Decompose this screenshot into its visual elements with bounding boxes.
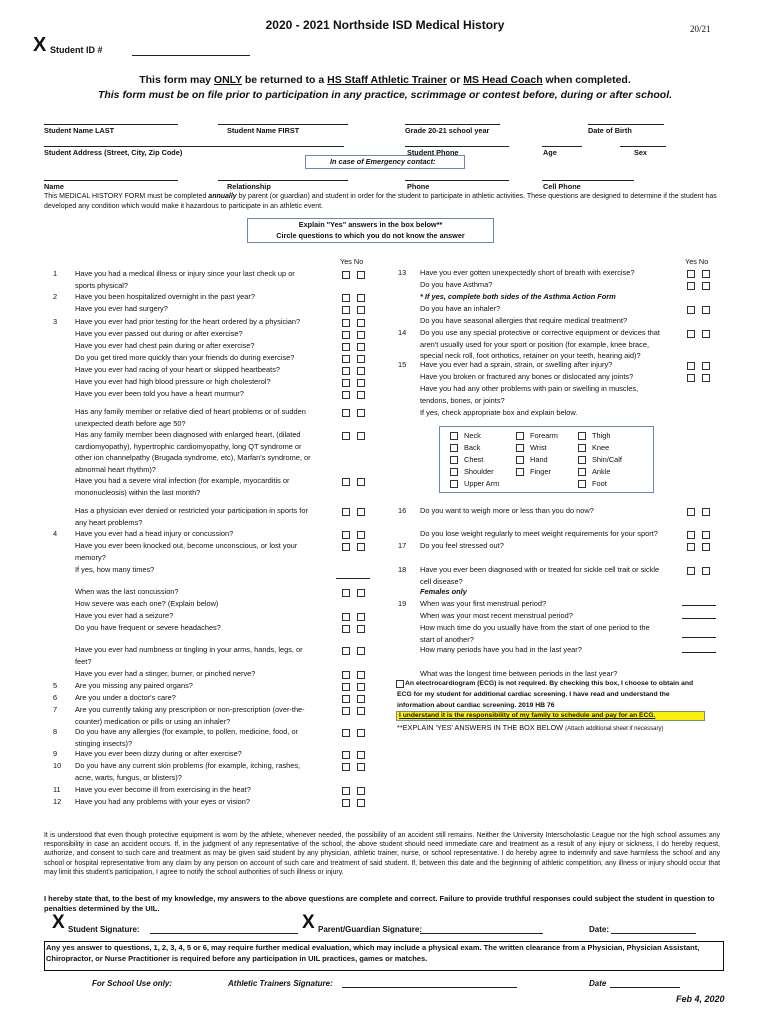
body-part-label: Neck xyxy=(464,431,481,440)
question-text: How much time do you usually have from the start of one period to the xyxy=(420,623,650,632)
question-text: Do you have frequent or severe headaches? xyxy=(75,623,221,632)
question-text: memory? xyxy=(75,552,106,562)
question-text: Do you use any special protective or corrective equipment or devices that xyxy=(420,328,660,337)
question-number: 17 xyxy=(398,541,407,550)
question-text: * If yes, complete both sides of the Asthma Action Form xyxy=(420,292,616,301)
yes-checkbox[interactable] xyxy=(687,508,695,516)
question-text: When was the last concussion? xyxy=(75,587,179,596)
yes-checkbox[interactable] xyxy=(342,343,350,351)
yes-checkbox[interactable] xyxy=(342,331,350,339)
body-part-label: Ankle xyxy=(592,467,611,476)
label-age: Age xyxy=(543,148,557,157)
question-text: If yes, check appropriate box and explain below. xyxy=(420,408,578,417)
question-text: Have you ever gotten unexpectedly short of breath with exercise? xyxy=(420,268,635,277)
question-text: Have you broken or fractured any bones or dislocated any joints? xyxy=(420,372,634,381)
question-text: other ion channelpathy (Brugada syndrome, etc), Marfan's syndrome, or xyxy=(75,453,311,463)
question-text: Has a physician ever denied or restricted your participation in sports for xyxy=(75,506,308,515)
no-checkbox[interactable] xyxy=(702,543,710,551)
yes-checkbox[interactable] xyxy=(342,647,350,655)
no-checkbox[interactable] xyxy=(357,409,365,417)
question-number: 5 xyxy=(53,681,58,690)
school-date-input[interactable] xyxy=(610,987,680,988)
no-checkbox[interactable] xyxy=(702,270,710,278)
question-text: Have you ever had a head injury or concussion? xyxy=(75,529,234,538)
question-number: 16 xyxy=(398,506,407,515)
body-part-checkbox[interactable] xyxy=(450,456,458,464)
label-parent-signature: Parent/Guardian Signature: xyxy=(318,925,423,934)
x-mark-parent: X xyxy=(302,912,315,933)
body-part-label: Upper Arm xyxy=(464,479,500,488)
question-text: stinging insects)? xyxy=(75,738,133,748)
explain-yes-heading: **EXPLAIN 'YES' ANSWERS IN THE BOX BELOW (Attach additional sheet if necessary) xyxy=(397,723,664,732)
label-ec-cell: Cell Phone xyxy=(543,182,581,191)
yes-checkbox[interactable] xyxy=(687,282,695,290)
body-part-checkbox[interactable] xyxy=(450,432,458,440)
question-number: 7 xyxy=(53,705,58,714)
question-number: 1 xyxy=(53,269,58,278)
no-checkbox[interactable] xyxy=(357,707,365,715)
question-text: start of another? xyxy=(420,634,474,644)
question-text: What was the longest time between periods in the last year? xyxy=(420,669,618,678)
ec-relationship-input[interactable] xyxy=(218,180,348,181)
yes-checkbox[interactable] xyxy=(342,729,350,737)
no-checkbox[interactable] xyxy=(357,647,365,655)
question-text: abnormal heart rhythm)? xyxy=(75,464,156,474)
yes-checkbox[interactable] xyxy=(687,543,695,551)
body-part-label: Thigh xyxy=(592,431,611,440)
label-school-date: Date xyxy=(589,979,607,988)
no-checkbox[interactable] xyxy=(357,331,365,339)
question-text: Have you ever passed out during or after exercise? xyxy=(75,329,243,338)
question-text: Have you had any other problems with pain or swelling in muscles, xyxy=(420,384,639,393)
body-part-label: Hand xyxy=(530,455,548,464)
ecg-checkbox[interactable] xyxy=(396,680,404,688)
body-part-label: Chest xyxy=(464,455,484,464)
yes-checkbox[interactable] xyxy=(342,391,350,399)
no-checkbox[interactable] xyxy=(357,271,365,279)
question-text: tendons, bones, or joints? xyxy=(420,395,505,405)
body-part-label: Knee xyxy=(592,443,610,452)
label-student-signature: Student Signature: xyxy=(68,925,140,934)
question-number: 3 xyxy=(53,317,58,326)
label-ec-name: Name xyxy=(44,182,64,191)
question-text: Have you ever had a stinger, burner, or pinched nerve? xyxy=(75,669,256,678)
yes-checkbox[interactable] xyxy=(342,707,350,715)
yes-checkbox[interactable] xyxy=(342,787,350,795)
question-text: Have you had any problems with your eyes or vision? xyxy=(75,797,251,806)
yes-checkbox[interactable] xyxy=(342,671,350,679)
yes-checkbox[interactable] xyxy=(342,306,350,314)
question-text: Do you have an inhaler? xyxy=(420,304,501,313)
question-text: unexpected death before age 50? xyxy=(75,418,186,428)
question-text: Females only xyxy=(420,587,467,596)
question-number: 2 xyxy=(53,292,58,301)
label-address: Student Address (Street, City, Zip Code) xyxy=(44,148,183,157)
yes-checkbox[interactable] xyxy=(342,508,350,516)
yes-checkbox[interactable] xyxy=(342,409,350,417)
question-text: How severe was each one? (Explain below) xyxy=(75,599,219,608)
body-part-checkbox[interactable] xyxy=(450,480,458,488)
yes-checkbox[interactable] xyxy=(687,567,695,575)
yes-checkbox[interactable] xyxy=(687,306,695,314)
question-number: 13 xyxy=(398,268,407,277)
yes-checkbox[interactable] xyxy=(342,379,350,387)
phone-input[interactable] xyxy=(405,146,509,147)
ec-phone-input[interactable] xyxy=(405,180,509,181)
no-checkbox[interactable] xyxy=(702,531,710,539)
question-text: Have you been hospitalized overnight in the past year? xyxy=(75,292,255,301)
yes-checkbox[interactable] xyxy=(687,362,695,370)
question-number: 18 xyxy=(398,565,407,574)
question-text: Have you ever been knocked out, become unconscious, or lost your xyxy=(75,541,298,550)
time-between-input[interactable] xyxy=(682,637,716,638)
yes-checkbox[interactable] xyxy=(342,531,350,539)
no-checkbox[interactable] xyxy=(357,343,365,351)
no-checkbox[interactable] xyxy=(357,391,365,399)
signature-date-input[interactable] xyxy=(611,933,696,934)
return-notice: This form may ONLY be returned to a HS Staff Athletic Trainer or MS Head Coach when completed. xyxy=(139,74,631,86)
ecg-text-3: information about cardiac screening. 2019 HB 76 xyxy=(397,702,555,709)
question-text: Do you lose weight regularly to meet weight requirements for your sport? xyxy=(420,529,658,538)
question-number: 15 xyxy=(398,360,407,369)
question-number: 4 xyxy=(53,529,58,538)
yes-no-header-right: Yes No xyxy=(685,257,709,266)
question-text: cell disease? xyxy=(420,576,463,586)
ecg-text-1: An electrocardiogram (ECG) is not required. By checking this box, I choose to obtain and xyxy=(405,680,694,687)
no-checkbox[interactable] xyxy=(702,508,710,516)
question-number: 10 xyxy=(53,761,62,770)
question-number: 19 xyxy=(398,599,407,608)
intro-text: This MEDICAL HISTORY FORM must be completed annually by parent (or guardian) and student in order for the student to participate in athletic activities. These questions are designed to determine if the student has developed any condition which would make it hazardous to participate in an athletic event. xyxy=(44,193,717,211)
no-checkbox[interactable] xyxy=(357,799,365,807)
body-part-checkbox[interactable] xyxy=(578,432,586,440)
body-part-checkbox[interactable] xyxy=(578,444,586,452)
label-grade: Grade 20-21 school year xyxy=(405,126,490,135)
yes-checkbox[interactable] xyxy=(342,589,350,597)
body-part-label: Foot xyxy=(592,479,607,488)
no-checkbox[interactable] xyxy=(702,306,710,314)
truth-statement: I hereby state that, to the best of my knowledge, my answers to the above questions are complete and correct. Failure to provide truthful responses could subject the student in question to penalties determined by the UIL. xyxy=(44,894,715,914)
question-text: cardiomyopathy), hypertrophic cardiomyopathy, long QT syndrome or xyxy=(75,441,302,451)
grade-input[interactable] xyxy=(405,124,500,125)
question-text: Have you ever become ill from exercising in the heat? xyxy=(75,785,251,794)
explain-line-2: Circle questions to which you do not know the answer xyxy=(276,231,465,240)
parent-signature-input[interactable] xyxy=(420,933,543,934)
body-part-label: Shin/Calf xyxy=(592,455,622,464)
x-mark-student: X xyxy=(52,912,65,933)
no-checkbox[interactable] xyxy=(357,625,365,633)
no-checkbox[interactable] xyxy=(357,751,365,759)
no-checkbox[interactable] xyxy=(702,330,710,338)
yes-checkbox[interactable] xyxy=(342,294,350,302)
student-signature-input[interactable] xyxy=(150,933,298,934)
no-checkbox[interactable] xyxy=(702,362,710,370)
no-checkbox[interactable] xyxy=(702,567,710,575)
question-text: Do you have Asthma? xyxy=(420,280,493,289)
question-text: If yes, how many times? xyxy=(75,565,155,574)
no-checkbox[interactable] xyxy=(357,671,365,679)
question-number: 14 xyxy=(398,328,407,337)
question-text: Have you ever had numbness or tingling in your arms, hands, legs, or xyxy=(75,645,303,654)
no-checkbox[interactable] xyxy=(357,355,365,363)
body-part-checkbox[interactable] xyxy=(516,456,524,464)
name-first-input[interactable] xyxy=(218,124,348,125)
question-text: special neck roll, foot orthotics, retainer on your teeth, hearing aid)? xyxy=(420,351,641,361)
body-part-checkbox[interactable] xyxy=(450,468,458,476)
question-number: 6 xyxy=(53,693,58,702)
question-text: Have you ever been dizzy during or after exercise? xyxy=(75,749,242,758)
question-text: Are you currently taking any prescription or non-prescription (over-the- xyxy=(75,705,305,714)
ecg-text-2: ECG for my student for additional cardiac screening. I have read and understand the xyxy=(397,691,670,698)
liability-text: It is understood that even though protective equipment is worn by the athlete, whenever needed, the possibility of an accident still remains. Neither the University Interscholastic League nor the high school assumes any responsibility in case an accident occurs. If, in the judgment of any representative of the school, the above student should need immediate care and treatment as a result of any injury or sickness, I do hereby request, authorize, and consent to such care and treatment as may be given said student by any physician, athletic trainer, nurse, or school representative. I do hereby agree to indemnify and save harmless the school and any school or hospital representative from any claim by any person on account of such care and treatment of said student. If, between this date and the beginning of athletic competition, any illness or injury should occur that may limit this student's participation, I agree to notify the school authorities of such illness or injury. xyxy=(44,832,720,876)
question-text: How many periods have you had in the last year? xyxy=(420,645,582,654)
yes-checkbox[interactable] xyxy=(687,330,695,338)
question-text: counter) medication or pills or using an inhaler? xyxy=(75,716,231,726)
yes-checkbox[interactable] xyxy=(342,367,350,375)
body-part-label: Finger xyxy=(530,467,551,476)
no-checkbox[interactable] xyxy=(357,478,365,486)
yes-checkbox[interactable] xyxy=(342,695,350,703)
question-text: mononucleosis) within the last month? xyxy=(75,487,201,497)
body-part-label: Forearm xyxy=(530,431,558,440)
explain-line-1: Explain "Yes" answers in the box below** xyxy=(298,220,443,229)
no-checkbox[interactable] xyxy=(357,508,365,516)
no-checkbox[interactable] xyxy=(357,543,365,551)
yes-checkbox[interactable] xyxy=(342,271,350,279)
body-part-label: Shoulder xyxy=(464,467,494,476)
body-part-checkbox[interactable] xyxy=(450,444,458,452)
yes-no-header-left: Yes No xyxy=(340,257,364,266)
yes-checkbox[interactable] xyxy=(342,751,350,759)
question-text: Do you have any current skin problems (for example, itching, rashes, xyxy=(75,761,301,770)
question-text: sports physical? xyxy=(75,280,128,290)
page-code: 20/21 xyxy=(690,24,711,34)
question-number: 11 xyxy=(53,785,61,794)
recent-period-input[interactable] xyxy=(682,618,716,619)
question-text: Do you feel stressed out? xyxy=(420,541,504,550)
student-id-label: Student ID # xyxy=(50,45,103,55)
question-text: Has any family member been diagnosed with enlarged heart, (dilated xyxy=(75,430,301,439)
question-text: Have you ever had prior testing for the heart ordered by a physician? xyxy=(75,317,301,326)
question-text: Are you under a doctor's care? xyxy=(75,693,176,702)
no-checkbox[interactable] xyxy=(357,763,365,771)
question-text: Have you ever had a seizure? xyxy=(75,611,174,620)
label-ec-relationship: Relationship xyxy=(227,182,271,191)
question-text: acne, warts, fungus, or blisters)? xyxy=(75,772,182,782)
notice-text: Any yes answer to questions, 1, 2, 3, 4, 5 or 6, may require further medical evaluation, which may include a physical exam. The written clearance from a Physician, Physician Assistant, Chiropractor, or Nurse Practitioner is required before any participation in UIL practices, games or matches. xyxy=(46,943,700,963)
label-name-last: Student Name LAST xyxy=(44,126,115,135)
no-checkbox[interactable] xyxy=(357,613,365,621)
body-part-checkbox[interactable] xyxy=(516,432,524,440)
question-text: feet? xyxy=(75,656,92,666)
label-sex: Sex xyxy=(634,148,647,157)
yes-checkbox[interactable] xyxy=(342,319,350,327)
dob-input[interactable] xyxy=(588,124,664,125)
yes-checkbox[interactable] xyxy=(342,355,350,363)
question-text: Are you missing any paired organs? xyxy=(75,681,193,690)
body-part-checkbox[interactable] xyxy=(578,480,586,488)
no-checkbox[interactable] xyxy=(357,729,365,737)
question-number: 12 xyxy=(53,797,62,806)
yes-checkbox[interactable] xyxy=(342,799,350,807)
yes-checkbox[interactable] xyxy=(342,543,350,551)
question-text: Do you have seasonal allergies that require medical treatment? xyxy=(420,316,628,325)
question-text: Have you ever been diagnosed with or treated for sickle cell trait or sickle xyxy=(420,565,660,574)
label-name-first: Student Name FIRST xyxy=(227,126,300,135)
label-dob: Date of Birth xyxy=(588,126,632,135)
ec-cell-input[interactable] xyxy=(542,180,634,181)
yes-checkbox[interactable] xyxy=(342,683,350,691)
label-signature-date: Date: xyxy=(589,925,610,934)
name-last-input[interactable] xyxy=(44,124,178,125)
question-text: Have you had a severe viral infection (for example, myocarditis or xyxy=(75,476,290,485)
x-mark-id: X xyxy=(33,34,47,56)
question-text: Have you ever had chest pain during or after exercise? xyxy=(75,341,255,350)
form-title: 2020 - 2021 Northside ISD Medical History xyxy=(265,18,505,32)
question-text: any heart problems? xyxy=(75,517,143,527)
at-signature-input[interactable] xyxy=(342,987,517,988)
sex-input[interactable] xyxy=(620,146,666,147)
age-input[interactable] xyxy=(542,146,582,147)
question-text: Have you ever had surgery? xyxy=(75,304,168,313)
question-text: Do you want to weigh more or less than you do now? xyxy=(420,506,594,515)
question-number: 9 xyxy=(53,749,58,758)
question-text: Have you ever had a sprain, strain, or swelling after injury? xyxy=(420,360,613,369)
yes-checkbox[interactable] xyxy=(342,613,350,621)
no-checkbox[interactable] xyxy=(357,683,365,691)
first-period-input[interactable] xyxy=(682,605,716,606)
yes-checkbox[interactable] xyxy=(687,374,695,382)
body-part-checkbox[interactable] xyxy=(516,444,524,452)
ec-name-input[interactable] xyxy=(44,180,178,181)
yes-checkbox[interactable] xyxy=(342,432,350,440)
question-text: aren't usually used for your sport or position (for example, knee brace, xyxy=(420,339,649,349)
body-part-label: Back xyxy=(464,443,481,452)
question-text: Have you ever been told you have a heart murmur? xyxy=(75,389,244,398)
label-emergency: In case of Emergency contact: xyxy=(330,157,436,166)
explain-answers-area[interactable] xyxy=(396,736,716,826)
question-text: Have you ever had racing of your heart or skipped heartbeats? xyxy=(75,365,281,374)
question-text: Do you have any allergies (for example, to pollen, medicine, food, or xyxy=(75,727,299,736)
body-part-checkbox[interactable] xyxy=(516,468,524,476)
yes-checkbox[interactable] xyxy=(342,478,350,486)
file-notice: This form must be on file prior to participation in any practice, scrimmage or contest before, during or after school. xyxy=(97,89,673,101)
student-id-input[interactable] xyxy=(132,55,250,56)
ecg-highlight-text: I understand it is the responsibility of my family to schedule and pay for an ECG. xyxy=(399,712,656,719)
no-checkbox[interactable] xyxy=(357,294,365,302)
no-checkbox[interactable] xyxy=(357,367,365,375)
no-checkbox[interactable] xyxy=(702,374,710,382)
no-checkbox[interactable] xyxy=(357,589,365,597)
no-checkbox[interactable] xyxy=(357,306,365,314)
footer-date: Feb 4, 2020 xyxy=(676,994,725,1004)
address-input[interactable] xyxy=(44,146,344,147)
label-phone: Student Phone xyxy=(407,148,459,157)
body-part-checkbox[interactable] xyxy=(578,468,586,476)
label-at-signature: Athletic Trainers Signature: xyxy=(228,979,333,988)
times-input[interactable] xyxy=(336,578,370,579)
no-checkbox[interactable] xyxy=(702,282,710,290)
body-part-checkbox[interactable] xyxy=(578,456,586,464)
yes-checkbox[interactable] xyxy=(342,625,350,633)
question-text: Have you ever had high blood pressure or high cholesterol? xyxy=(75,377,271,386)
no-checkbox[interactable] xyxy=(357,379,365,387)
question-text: Do you get tired more quickly than your friends do during exercise? xyxy=(75,353,295,362)
yes-checkbox[interactable] xyxy=(342,763,350,771)
question-text: Have you had a medical illness or injury since your last check up or xyxy=(75,269,295,278)
question-text: Has any family member or relative died of heart problems or of sudden xyxy=(75,407,306,416)
yes-checkbox[interactable] xyxy=(687,531,695,539)
question-number: 8 xyxy=(53,727,58,736)
label-ec-phone: Phone xyxy=(407,182,430,191)
no-checkbox[interactable] xyxy=(357,695,365,703)
yes-checkbox[interactable] xyxy=(687,270,695,278)
label-school-use: For School Use only: xyxy=(92,979,173,988)
no-checkbox[interactable] xyxy=(357,319,365,327)
question-text: When was your most recent menstrual period? xyxy=(420,611,573,620)
no-checkbox[interactable] xyxy=(357,787,365,795)
body-part-label: Wrist xyxy=(530,443,547,452)
question-text: When was your first menstrual period? xyxy=(420,599,547,608)
no-checkbox[interactable] xyxy=(357,531,365,539)
periods-count-input[interactable] xyxy=(682,652,716,653)
no-checkbox[interactable] xyxy=(357,432,365,440)
